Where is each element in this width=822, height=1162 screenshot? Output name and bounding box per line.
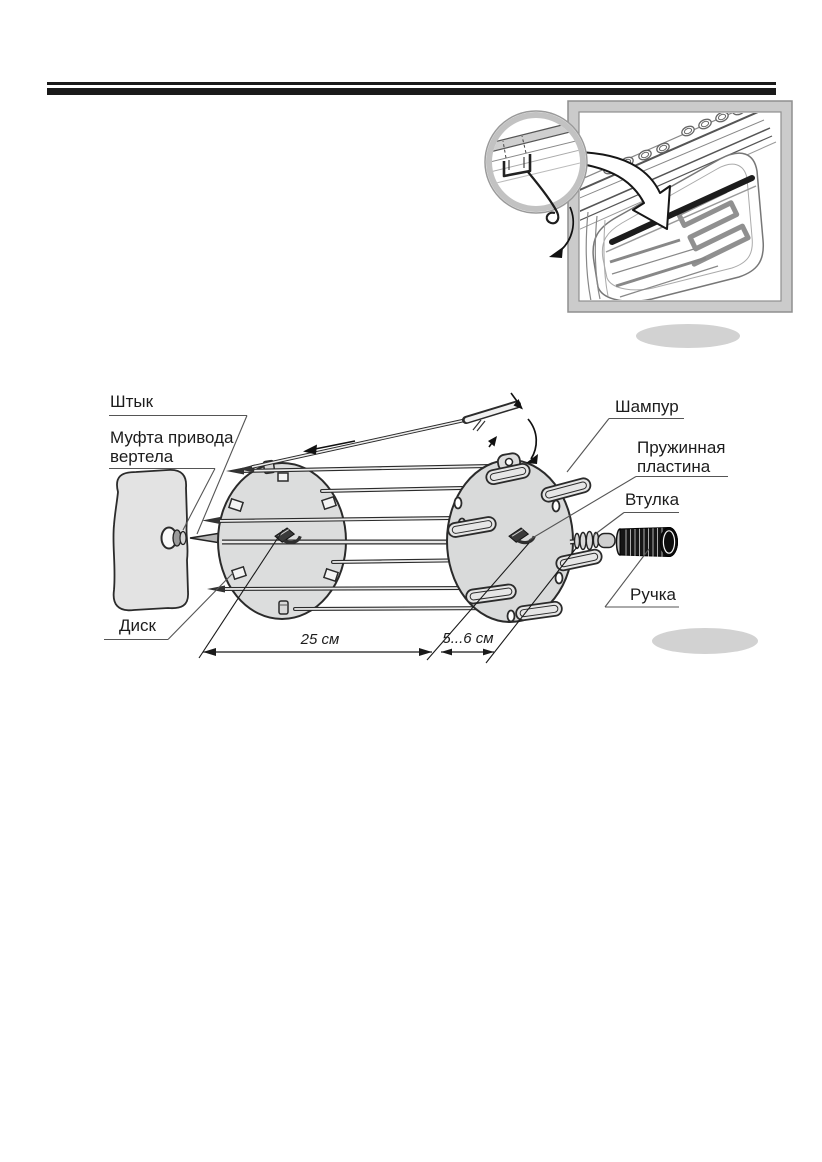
label-shampur: Шампур [615,397,679,416]
label-ruchka: Ручка [630,585,676,604]
label-mufta: Муфта привода вертела [110,428,234,466]
label-vtulka: Втулка [625,490,680,509]
dimension-disc-spacing: 25 см [300,631,340,648]
label-shtyk: Штык [110,392,154,411]
oven-illustration [485,101,792,348]
insertion-skewer [238,405,517,473]
label-spring-plate: Пружинная пластина [637,438,726,476]
spit-handle [617,528,678,558]
label-disk: Диск [119,616,156,635]
shadow-ellipse-bottom [652,628,758,654]
dimension-end-offset: 5...6 см [442,630,494,647]
shadow-ellipse-top [636,324,740,348]
